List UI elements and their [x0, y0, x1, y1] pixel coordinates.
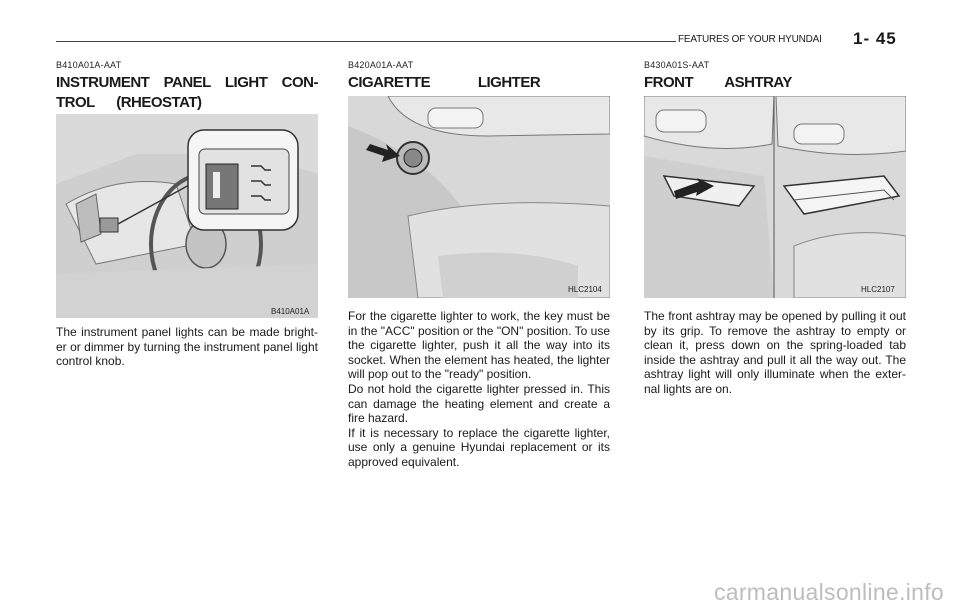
- lighter-illustration: [348, 96, 610, 298]
- dashboard-illustration: [56, 114, 318, 318]
- figure-label: HLC2107: [861, 285, 895, 294]
- body-paragraph: The front ashtray may be opened by pulling it out by its grip. To remove the ashtray to empty or clean it, press down on the spring-loaded tab inside the ashtray and pull it all the way out. The ashtray light will only illuminate when the exter-nal lights are on.: [644, 309, 906, 396]
- section-heading: FRONT ASHTRAY: [644, 74, 792, 91]
- figure-label: HLC2104: [568, 285, 602, 294]
- section-heading-line-1: INSTRUMENT PANEL LIGHT CON-: [56, 74, 318, 91]
- section-code: B430A01S-AAT: [644, 60, 710, 70]
- section-heading-line-2: TROL (RHEOSTAT): [56, 94, 202, 111]
- watermark: carmanualsonline.info: [713, 579, 944, 605]
- header-rule: [56, 41, 676, 42]
- section-code: B420A01A-AAT: [348, 60, 414, 70]
- section-code: B410A01A-AAT: [56, 60, 122, 70]
- header-title: FEATURES OF YOUR HYUNDAI: [678, 34, 822, 45]
- figure-rheostat: [56, 114, 318, 318]
- page-number: 1- 45: [853, 29, 897, 48]
- figure-label: B410A01A: [271, 307, 310, 316]
- figure-cigarette-lighter: [348, 96, 610, 298]
- section-front-ashtray: [644, 60, 906, 93]
- section-heading: [56, 73, 318, 113]
- section-instrument-panel-light: [56, 60, 318, 113]
- body-paragraph: The instrument panel lights can be made bright-er or dimmer by turning the instrument panel light control knob.: [56, 325, 318, 369]
- section-heading: CIGARETTE LIGHTER: [348, 74, 541, 91]
- section-body: [56, 325, 318, 369]
- section-cigarette-lighter: [348, 60, 610, 93]
- body-paragraph: Do not hold the cigarette lighter pressed in. This can damage the heating element and create a fire hazard.: [348, 381, 610, 426]
- ashtray-illustration: [644, 96, 906, 298]
- body-paragraph: For the cigarette lighter to work, the key must be in the "ACC" position or the "ON" position. To use the cigarette lighter, push it all the way into its socket. When the element has heated, the lighter will pop out to the "ready" position.: [348, 309, 610, 382]
- figure-front-ashtray: [644, 96, 906, 298]
- section-body: [644, 309, 906, 397]
- body-paragraph: If it is necessary to replace the cigarette lighter, use only a genuine Hyundai replacement or its approved equivalent.: [348, 425, 610, 469]
- section-body: [348, 309, 610, 470]
